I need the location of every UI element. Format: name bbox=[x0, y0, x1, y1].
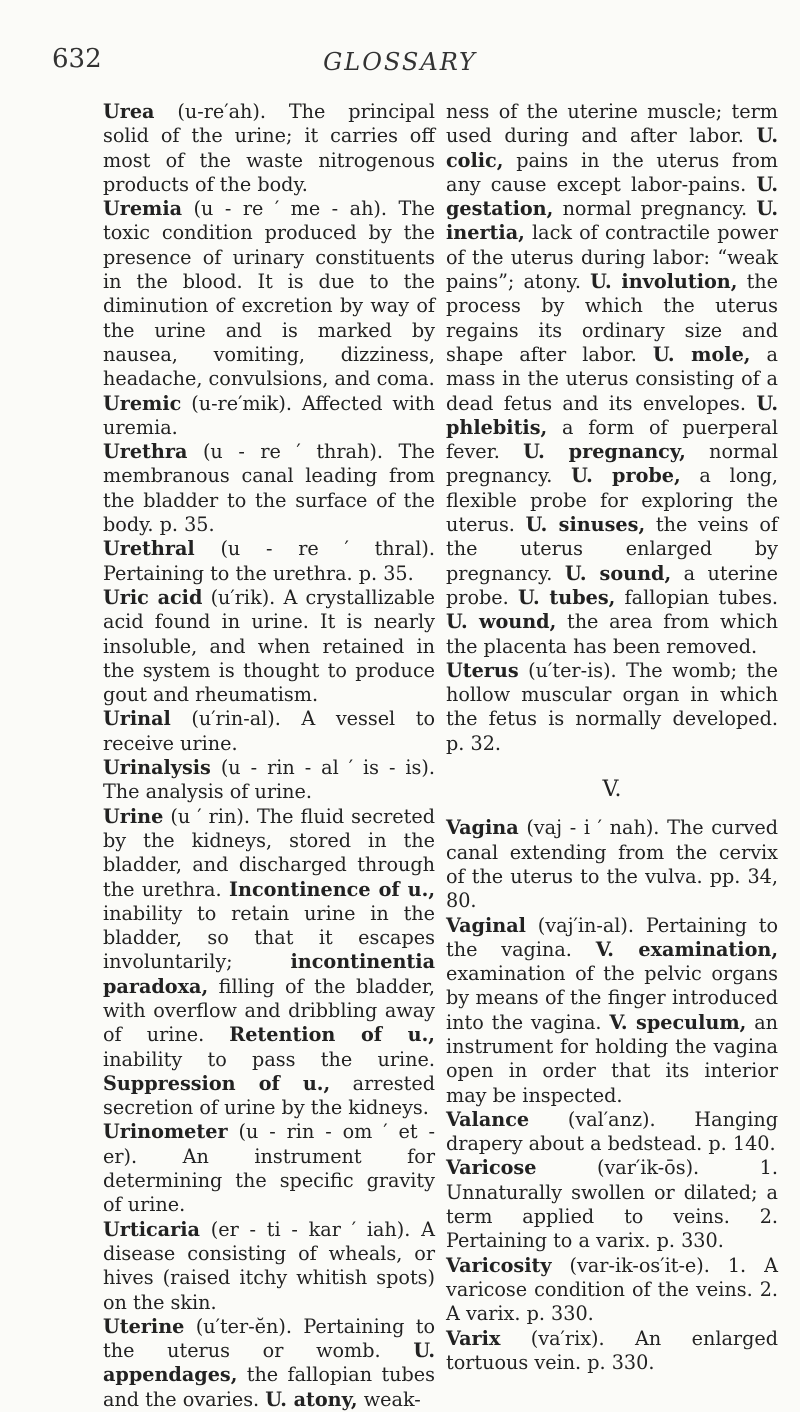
definition-text: normal pregnancy. bbox=[553, 197, 757, 221]
headword: Incontinence of u., bbox=[229, 877, 435, 901]
headword: U. wound, bbox=[446, 610, 557, 634]
definition-text: (val′anz). Hanging drapery about a bedstead. p. 140. bbox=[446, 1107, 778, 1156]
headword: U. sinuses, bbox=[525, 513, 646, 537]
glossary-entry bbox=[446, 1108, 778, 1157]
glossary-entry bbox=[103, 1120, 435, 1217]
definition-text: the process by which the uterus regains its ordinary size and shape after labor. bbox=[446, 270, 778, 366]
headword: U. sound, bbox=[564, 561, 672, 585]
definition-text: (u′ter-ĕn). Pertaining to the uterus or womb. bbox=[103, 1314, 435, 1363]
definition-text: (u - re ′ me - ah). The toxic condition produced by the presence of urinary constituents in the blood. It is due to the diminution of excretion by way of the urine and is marked by nausea, vomiting, dizziness, headache, convulsions, and coma. bbox=[103, 197, 435, 391]
glossary-entry bbox=[103, 197, 435, 391]
glossary-entry bbox=[103, 707, 435, 756]
headword: U. colic, bbox=[446, 124, 778, 172]
definition-text: (var-ik-os′it-e). 1. A varicose condition of the veins. 2. A varix. p. 330. bbox=[446, 1253, 778, 1326]
glossary-entry bbox=[103, 1315, 435, 1412]
definition-text: lack of contractile power of the uterus during labor: “weak pains”; atony. bbox=[446, 221, 778, 294]
glossary-entry bbox=[103, 805, 435, 1121]
definition-text: filling of the bladder, with overflow and dribbling away of urine. bbox=[103, 974, 435, 1047]
definition-text: a mass in the uterus consisting of a dead fetus and its envelopes. bbox=[446, 342, 778, 415]
glossary-entry bbox=[446, 816, 778, 913]
definition-text: (u′ter-is). The womb; the hollow muscular organ in which the fetus is normally developed. p. 32. bbox=[446, 658, 778, 755]
running-head: GLOSSARY bbox=[323, 48, 477, 76]
definition-text: (u-re′mik). Affected with uremia. bbox=[103, 391, 435, 439]
headword: Uremia bbox=[103, 197, 183, 221]
headword: Urethral bbox=[103, 537, 195, 561]
definition-text: (u′rin-al). A vessel to receive urine. bbox=[103, 707, 435, 755]
definition-text: fallopian tubes. bbox=[615, 585, 779, 609]
glossary-entry bbox=[103, 756, 435, 805]
right-column-bottom bbox=[446, 816, 778, 1375]
definition-text: inability to pass the urine. bbox=[103, 1047, 435, 1071]
headword: Urea bbox=[103, 100, 155, 123]
definition-text: examination of the pelvic organs by means of the finger introduced into the vagina. bbox=[446, 962, 778, 1034]
headword: incontinentia paradoxa, bbox=[103, 950, 435, 998]
headword: U. phlebitis, bbox=[446, 391, 778, 439]
headword: Urinal bbox=[103, 707, 171, 731]
definition-text: (u - rin - om ′ et - er). An instrument for determining the specific gravity of urine. bbox=[103, 1120, 435, 1217]
headword: Urticaria bbox=[103, 1217, 200, 1241]
headword: Urine bbox=[103, 804, 164, 828]
glossary-entry bbox=[446, 1156, 778, 1253]
definition-text: an instrument for holding the vagina open in order that its interior may be inspected. bbox=[446, 1010, 778, 1107]
glossary-entry bbox=[103, 440, 435, 537]
headword: U. inertia, bbox=[446, 197, 778, 245]
definition-text: normal pregnancy. bbox=[446, 440, 778, 488]
glossary-entry bbox=[103, 100, 435, 197]
definition-text: a long, flexible probe for exploring the uterus. bbox=[446, 464, 778, 537]
headword: U. involution, bbox=[590, 270, 738, 294]
definition-text: (er - ti - kar ′ iah). A disease consisting of wheals, or hives (raised itchy whitish spots) on the skin. bbox=[103, 1217, 435, 1314]
glossary-entry bbox=[446, 100, 778, 659]
definition-text: pains in the uterus from any cause except labor-pains. bbox=[446, 148, 778, 196]
headword: Valance bbox=[446, 1107, 530, 1131]
definition-text: (u - rin - al ′ is - is). The analysis of urine. bbox=[103, 756, 435, 804]
headword: U. atony, bbox=[265, 1387, 358, 1411]
definition-text: weak- bbox=[357, 1387, 421, 1411]
headword: Urinalysis bbox=[103, 756, 211, 780]
glossary-entry bbox=[103, 1218, 435, 1315]
definition-text: a uterine probe. bbox=[446, 561, 778, 609]
definition-text: (va′rix). An enlarged tortuous vein. p. 330. bbox=[446, 1326, 778, 1374]
headword: Urinometer bbox=[103, 1120, 228, 1144]
definition-text: (vaj′in-al). Pertaining to the vagina. bbox=[446, 913, 778, 961]
headword: Vagina bbox=[446, 816, 519, 840]
headword: Varicosity bbox=[446, 1253, 552, 1277]
headword: V. speculum, bbox=[609, 1010, 747, 1034]
headword: Uterine bbox=[103, 1314, 185, 1338]
headword: Varicose bbox=[446, 1156, 537, 1180]
headword: Urethra bbox=[103, 440, 188, 464]
headword: Suppression of u., bbox=[103, 1071, 331, 1095]
definition-text: ness of the uterine muscle; term used during and after labor. bbox=[446, 100, 778, 148]
right-column-top bbox=[446, 100, 778, 756]
headword: U. pregnancy, bbox=[523, 440, 686, 464]
definition-text: arrested secretion of urine by the kidneys. bbox=[103, 1071, 436, 1120]
definition-text: (u - re ′ thral). Pertaining to the urethra. p. 35. bbox=[103, 537, 435, 585]
headword: U. probe, bbox=[571, 464, 681, 488]
glossary-entry bbox=[446, 1327, 778, 1376]
definition-text: inability to retain urine in the bladder, so that it escapes involuntarily; bbox=[103, 901, 435, 974]
headword: Vaginal bbox=[446, 913, 526, 937]
headword: Uric acid bbox=[103, 585, 203, 609]
definition-text: (u - re ′ thrah). The membranous canal leading from the bladder to the surface of the body. p. 35. bbox=[103, 440, 435, 537]
glossary-entry bbox=[103, 392, 435, 441]
headword: V. examination, bbox=[595, 937, 778, 961]
headword: Uremic bbox=[103, 391, 182, 415]
headword: U. tubes, bbox=[517, 585, 616, 609]
section-letter: V. bbox=[602, 777, 622, 803]
definition-text: (u′rik). A crystallizable acid found in urine. It is nearly insoluble, and when retained in the system is thought to produce gout and rheumatism. bbox=[103, 585, 435, 707]
glossary-entry bbox=[446, 659, 778, 756]
definition-text: (var′ik-ōs). 1. Unnaturally swollen or dilated; a term applied to veins. 2. Pertaining to a varix. p. 330. bbox=[446, 1156, 778, 1253]
right-column bbox=[446, 100, 778, 1375]
definition-text: (u ′ rin). The fluid secreted by the kidneys, stored in the bladder, and discharged through the urethra. bbox=[103, 804, 435, 901]
headword: Retention of u., bbox=[229, 1023, 435, 1047]
left-column bbox=[103, 100, 435, 1412]
definition-text: the veins of the uterus enlarged by pregnancy. bbox=[446, 513, 778, 585]
page-header bbox=[0, 0, 800, 90]
definition-text: a form of puerperal fever. bbox=[446, 415, 778, 464]
page-number: 632 bbox=[52, 44, 102, 74]
definition-text: the area from which the placenta has been removed. bbox=[446, 610, 778, 658]
definition-text: the fallopian tubes and the ovaries. bbox=[103, 1363, 435, 1411]
glossary-entry bbox=[103, 586, 435, 707]
glossary-entry bbox=[446, 914, 778, 1108]
definition-text: (u-re′ah). The principal solid of the urine; it carries off most of the waste nitrogenous products of the body. bbox=[103, 100, 435, 196]
headword: U. gestation, bbox=[446, 172, 778, 221]
headword: U. mole, bbox=[652, 342, 751, 366]
definition-text: (vaj - i ′ nah). The curved canal extending from the cervix of the uterus to the vulva. pp. 34, 80. bbox=[446, 816, 778, 913]
headword: U. appendages, bbox=[103, 1339, 435, 1387]
headword: Varix bbox=[446, 1326, 501, 1350]
glossary-entry bbox=[103, 537, 435, 586]
headword: Uterus bbox=[446, 658, 519, 682]
glossary-entry bbox=[446, 1254, 778, 1327]
